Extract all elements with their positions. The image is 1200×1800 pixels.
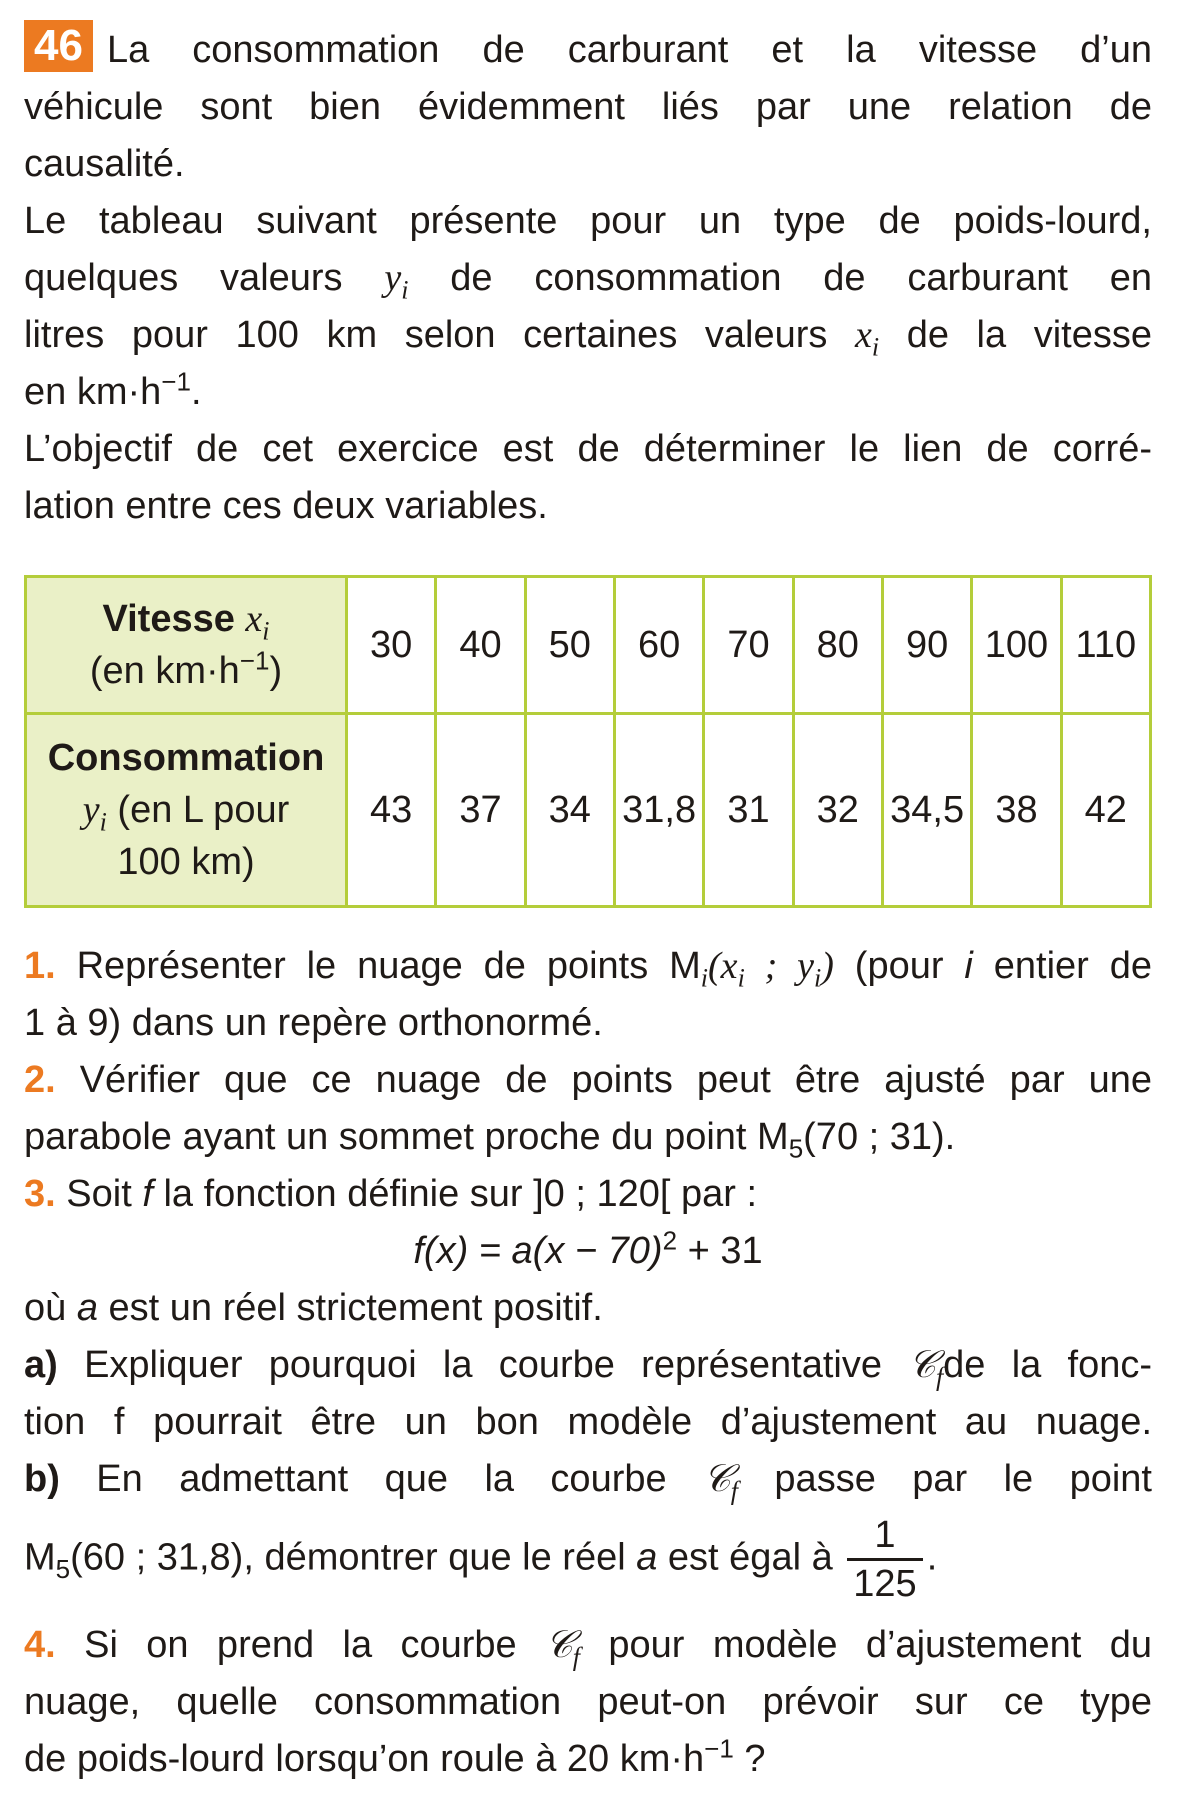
table-cell: 60 [614,577,703,714]
table-cell: 42 [1061,714,1150,907]
table-cell: 37 [436,714,525,907]
math-x-i: $x_i$ [855,314,880,362]
table-cell: 31,8 [614,714,703,907]
intro-line: causalité. [24,143,185,185]
exercise-intro: 46 La consommation de carburant et la vitesse d’un véhicule sont bien évidemment liés par une relation de causalité. Le tableau suivant présente pour un type de poids-lourd, quelques valeurs $y_i$ de consommation de carburant en litres pour 100 km selon certaines valeurs $x_i$ de la vitesse en $km\cdot h^{-1}$. L’objectif de cet exercice est de déterminer le lien de corré- lation entre ces deux variables. [24,20,1152,535]
table-cell: 43 [347,714,436,907]
table-row-speed [26,577,1151,714]
curve-cf-symbol: 𝒞$_f$ [545,1624,580,1672]
curve-cf-symbol: 𝒞$_f$ [703,1458,738,1506]
table-cell: 31 [704,714,793,907]
math-y-i: $y_i$ [384,257,409,305]
table-cell: 70 [704,577,793,714]
question-1-cont: 1 à 9) dans un repère orthonormé. [24,1002,603,1044]
intro-line: véhicule sont bien évidemment liés par une relation de [24,86,1152,128]
question-3a: a) Expliquer pourquoi la courbe représentative 𝒞$_f$de la fonc- [24,1344,1153,1392]
data-table [24,575,1152,908]
question-3: 3. Soit f la fonction définie sur ]0 ; 120[ par : [24,1173,758,1215]
intro-text: quelques valeurs [24,257,343,299]
table-cell: 100 [972,577,1061,714]
intro-text: en km·h [24,371,162,413]
table-cell: 34,5 [882,714,971,907]
table-cell: 30 [347,577,436,714]
table-cell: 80 [793,577,882,714]
curve-cf-symbol: 𝒞$_f$ [908,1344,944,1392]
table-cell: 34 [525,714,614,907]
table-cell: 32 [793,714,882,907]
formula: $f(x) = a(x - 70)^2 + 31$ [413,1225,763,1272]
intro-text: de consommation de carburant en [450,257,1152,299]
intro-line: Le tableau suivant présente pour un type de poids-lourd, [24,200,1152,242]
question-3b: b) En admettant que la courbe 𝒞$_f$ passe par le point [24,1458,1152,1506]
table-cell: 40 [436,577,525,714]
exercise-number-badge: 46 [24,20,93,72]
questions: 1. Représenter le nuage de points $M_i(x_i$ ; $y_i$) (pour i entier de 1 à 9) dans un repère orthonormé. 2. Vérifier que ce nuage de points peut être ajusté par une parabole ayant un sommet proche du point $M_5(70$ ; 31). 3. Soit f la fonction définie sur ]0 ; 120[ par : $f(x) = a(x - 70)^2 + 31$ où a est un réel strictement positif. a) Expliquer pourquoi la courbe représentative 𝒞$_f$de la fonc- tion f pourrait être un bon modèle d’ajustement au nuage. b) En admettant que la courbe 𝒞$_f$ passe par le point $M_5(60$ ; 31,8), démontrer que le réel a est égal à $\frac{1}{125}$ . 4. Si on prend la courbe 𝒞$_f$ pour modèle d’ajustement du nuage, quelle consommation peut-on prévoir sur ce type de poids-lourd lorsqu’on roule à 20 $km\cdot h^{-1}$ ? [24,938,1152,1788]
table-cell: 110 [1061,577,1150,714]
table-header-consumption: Consommation $y_i$ (en L pour 100 km) [26,714,347,907]
table-cell: 90 [882,577,971,714]
question-1: 1. Représenter le nuage de points $M_i(x_i$ ; $y_i$) (pour i entier de [24,945,1153,993]
intro-text: litres pour 100 km selon certaines valeurs [24,314,828,356]
table-row-consumption [26,714,1151,907]
intro-text: de la vitesse [906,314,1152,356]
question-2: 2. Vérifier que ce nuage de points peut être ajusté par une [24,1059,1152,1101]
table-cell: 50 [525,577,614,714]
table-header-speed: Vitesse $x_i$ (en $km\cdot h^{-1}$) [26,577,347,714]
question-4: 4. Si on prend la courbe 𝒞$_f$ pour modèle d’ajustement du [24,1624,1152,1672]
intro-line: L’objectif de cet exercice est de déterminer le lien de corré- [24,428,1152,470]
intro-line: lation entre ces deux variables. [24,485,548,527]
table-cell: 38 [972,714,1061,907]
fraction-1-over-125: $\frac{1}{125}$ [847,1512,922,1607]
intro-line: La consommation de carburant et la vitesse d’un [106,29,1152,71]
